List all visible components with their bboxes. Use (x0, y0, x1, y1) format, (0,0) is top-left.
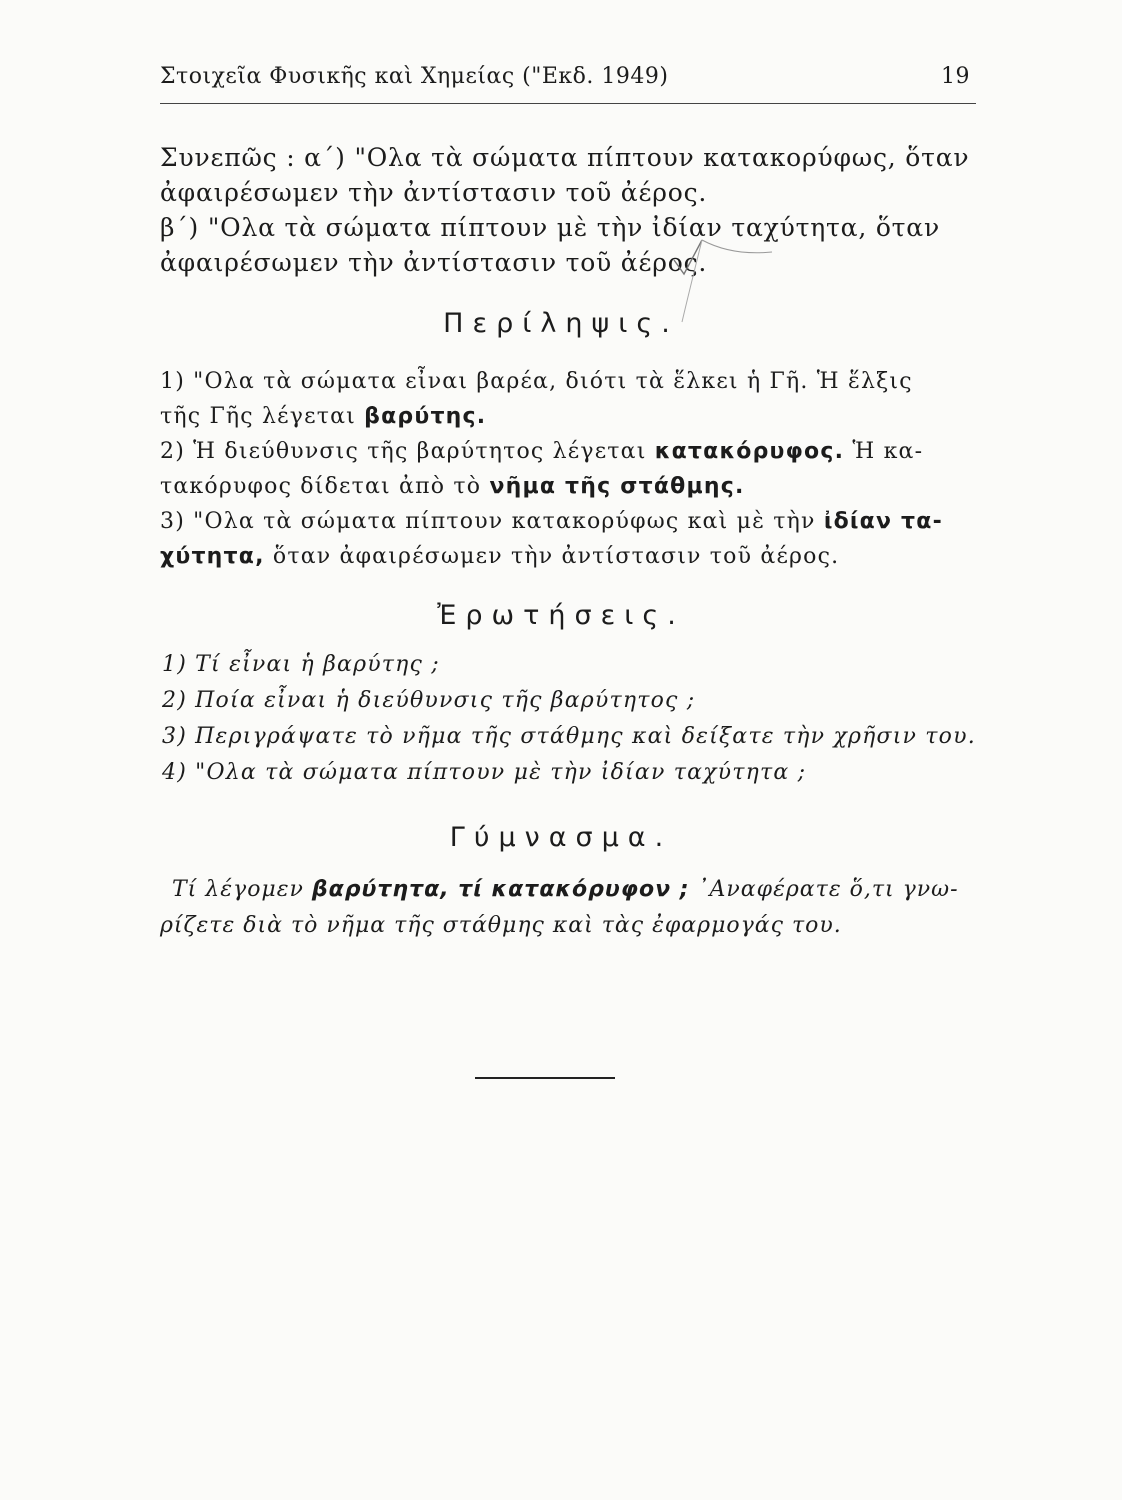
summary-p1-line2-text: τῆς Γῆς λέγεται (160, 404, 356, 429)
summary-heading: Περίληψις. (443, 308, 679, 339)
header-rule (160, 103, 976, 104)
conclusion-line-2: ἀφαιρέσωμεν τὴν ἀντίστασιν τοῦ ἀέρος. (160, 178, 708, 207)
conclusion-paragraph (160, 140, 976, 280)
term-gravity: βαρύτης. (364, 404, 487, 429)
question-1: 1) Τί εἶναι ἡ βαρύτης ; (162, 652, 440, 677)
exercise-line1-end: ᾿Αναφέρατε ὅ,τι γνω- (697, 877, 959, 902)
summary-text (160, 364, 976, 574)
summary-p2-line2 (160, 469, 976, 504)
conclusion-line-3: β΄) "Ολα τὰ σώματα πίπτουν μὲ τὴν ἰδίαν ταχύτητα, ὅταν (160, 213, 940, 242)
summary-p3-line2 (160, 539, 976, 574)
summary-p2-line2-text: τακόρυφος δίδεται ἀπὸ τὸ (160, 474, 482, 499)
summary-p3-line1 (160, 504, 976, 539)
questions-heading: Ἐρωτήσεις. (437, 600, 685, 631)
summary-p3-line2-text: ὅταν ἀφαιρέσωμεν τὴν ἀντίστασιν τοῦ ἀέρος. (272, 544, 840, 569)
summary-p2-line1-text: 2) Ἡ διεύθυνσις τῆς βαρύτητος λέγεται (160, 439, 647, 464)
question-4: 4) "Ολα τὰ σώματα πίπτουν μὲ τὴν ἰδίαν ταχύτητα ; (162, 760, 807, 785)
summary-p2-line1-end: Ἡ κα- (852, 439, 924, 464)
summary-p3-line1-text: 3) "Ολα τὰ σώματα πίπτουν κατακορύφως καὶ μὲ τὴν (160, 509, 816, 534)
conclusion-line-1: Συνεπῶς : α΄) "Ολα τὰ σώματα πίπτουν κατακορύφως, ὅταν (160, 143, 970, 172)
exercise-line1 (160, 872, 976, 908)
conclusion-line-4: ἀφαιρέσωμεν τὴν ἀντίστασιν τοῦ ἀέρος. (160, 248, 708, 277)
term-vertical: κατακόρυφος. (654, 439, 845, 464)
exercise-line2: ρίζετε διὰ τὸ νῆμα τῆς στάθμης καὶ τὰς ἐφαρμογάς του. (160, 913, 842, 938)
exercise-text (160, 872, 976, 944)
question-2: 2) Ποία εἶναι ἡ διεύθυνσις τῆς βαρύτητος ; (162, 688, 696, 713)
page-number: 19 (941, 64, 970, 89)
exercise-heading: Γύμνασμα. (449, 822, 673, 853)
exercise-terms: βαρύτητα, τί κατακόρυφον ; (311, 877, 690, 902)
question-3: 3) Περιγράψατε τὸ νῆμα τῆς στάθμης καὶ δείξατε τὴν χρῆσιν του. (162, 724, 976, 749)
summary-p1-line1: 1) "Ολα τὰ σώματα εἶναι βαρέα, διότι τὰ ἕλκει ἡ Γῆ. Ἡ ἕλξις (160, 369, 913, 394)
summary-p2-line1 (160, 434, 976, 469)
term-plumb-line: νῆμα τῆς στάθμης. (489, 474, 745, 499)
exercise-line1-text: Τί λέγομεν (172, 877, 304, 902)
running-head-title: Στοιχεῖα Φυσικῆς καὶ Χημείας ("Εκδ. 1949) (160, 64, 669, 89)
summary-p1-line2 (160, 399, 976, 434)
term-same-speed-b: χύτητα, (160, 544, 265, 569)
running-head (160, 64, 976, 89)
section-end-rule (475, 1077, 615, 1079)
term-same-speed-a: ἰδίαν τα- (823, 509, 943, 534)
